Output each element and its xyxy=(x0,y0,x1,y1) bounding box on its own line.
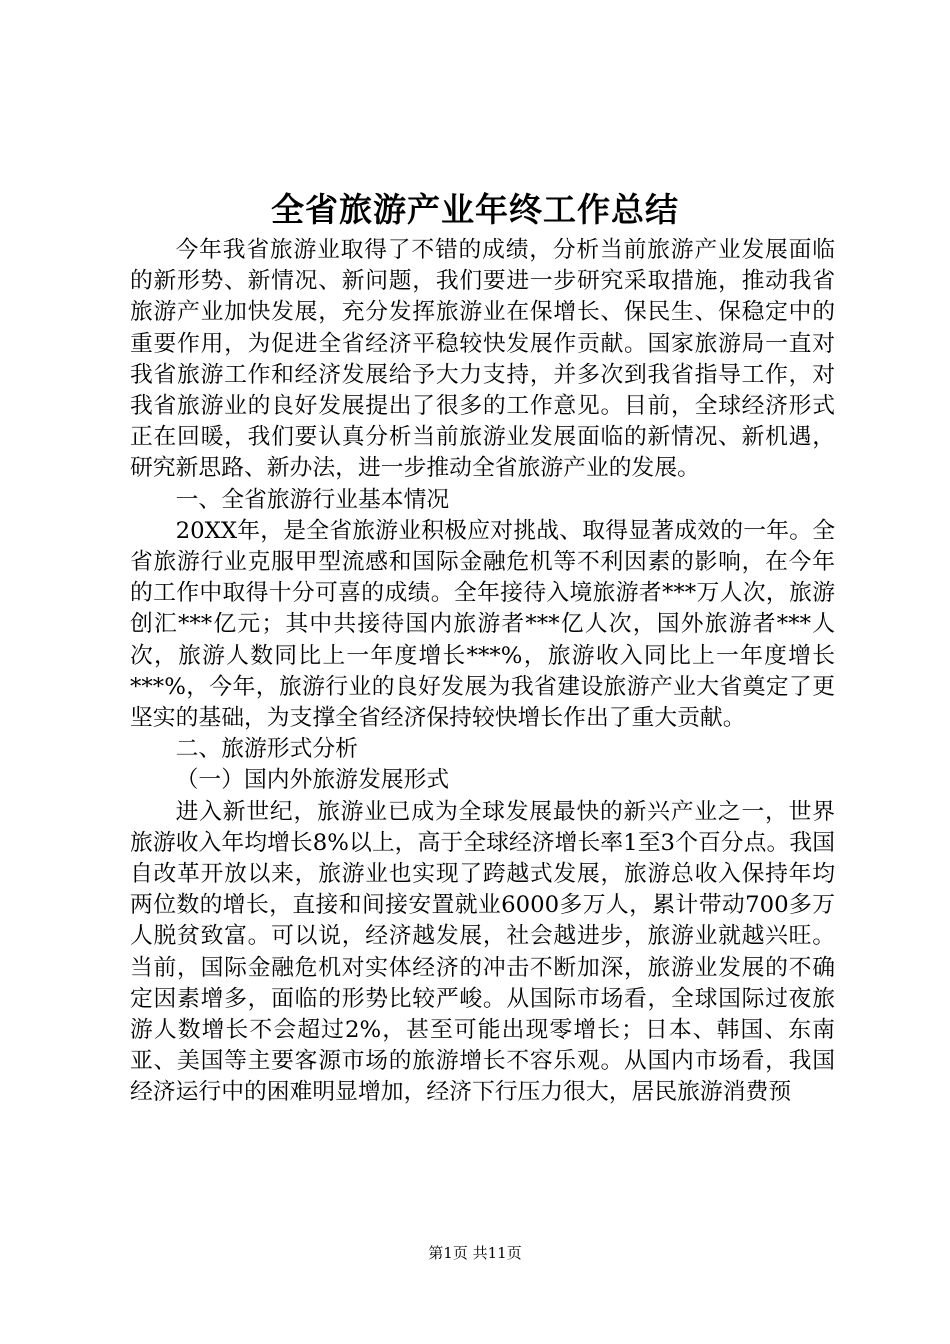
paragraph-trend-analysis: 进入新世纪，旅游业已成为全球发展最快的新兴产业之一，世界旅游收入年均增长8%以上，高于全球经济增长率1至3个百分点。我国自改革开放以来，旅游业也实现了跨越式发展，旅游总收入保持年均两位数的增长，直接和间接安置就业6000多万人，累计带动700多万人脱贫致富。可以说，经济越发展，社会越进步，旅游业就越兴旺。当前，国际金融危机对实体经济的冲击不断加深，旅游业发展的不确定因素增多，面临的形势比较严峻。从国际市场看，全球国际过夜旅游人数增长不会超过2%，甚至可能出现零增长；日本、韩国、东南亚、美国等主要客源市场的旅游增长不容乐观。从国内市场看，我国经济运行中的困难明显增加，经济下行压力很大，居民旅游消费预 xyxy=(130,798,835,1106)
document-title: 全省旅游产业年终工作总结 xyxy=(271,190,679,229)
page-footer: 第1页 共11页 xyxy=(428,1244,522,1262)
section-heading-2: 二、旅游形式分析 xyxy=(175,736,358,763)
section-heading-1: 一、全省旅游行业基本情况 xyxy=(175,486,450,513)
subsection-heading-1: （一）国内外旅游发展形式 xyxy=(175,767,450,794)
paragraph-intro: 今年我省旅游业取得了不错的成绩，分析当前旅游产业发展面临的新形势、新情况、新问题，我们要进一步研究采取措施，推动我省旅游产业加快发展，充分发挥旅游业在保增长、保民生、保稳定中的重要作用，为促进全省经济平稳较快发展作贡献。国家旅游局一直对我省旅游工作和经济发展给予大力支持，并多次到我省指导工作，对我省旅游业的良好发展提出了很多的工作意见。目前，全球经济形式正在回暖，我们要认真分析当前旅游业发展面临的新情况、新机遇，研究新思路、新办法，进一步推动全省旅游产业的发展。 xyxy=(130,237,835,482)
paragraph-basic-situation: 20XX年，是全省旅游业积极应对挑战、取得显著成效的一年。全省旅游行业克服甲型流感和国际金融危机等不利因素的影响，在今年的工作中取得十分可喜的成绩。全年接待入境旅游者***万人次，旅游创汇***亿元；其中共接待国内旅游者***亿人次，国外旅游者***人次，旅游人数同比上一年度增长***%，旅游收入同比上一年度增长***%，今年，旅游行业的良好发展为我省建设旅游产业大省奠定了更坚实的基础，为支撑全省经济保持较快增长作出了重大贡献。 xyxy=(130,517,835,732)
document-body xyxy=(130,235,835,1109)
